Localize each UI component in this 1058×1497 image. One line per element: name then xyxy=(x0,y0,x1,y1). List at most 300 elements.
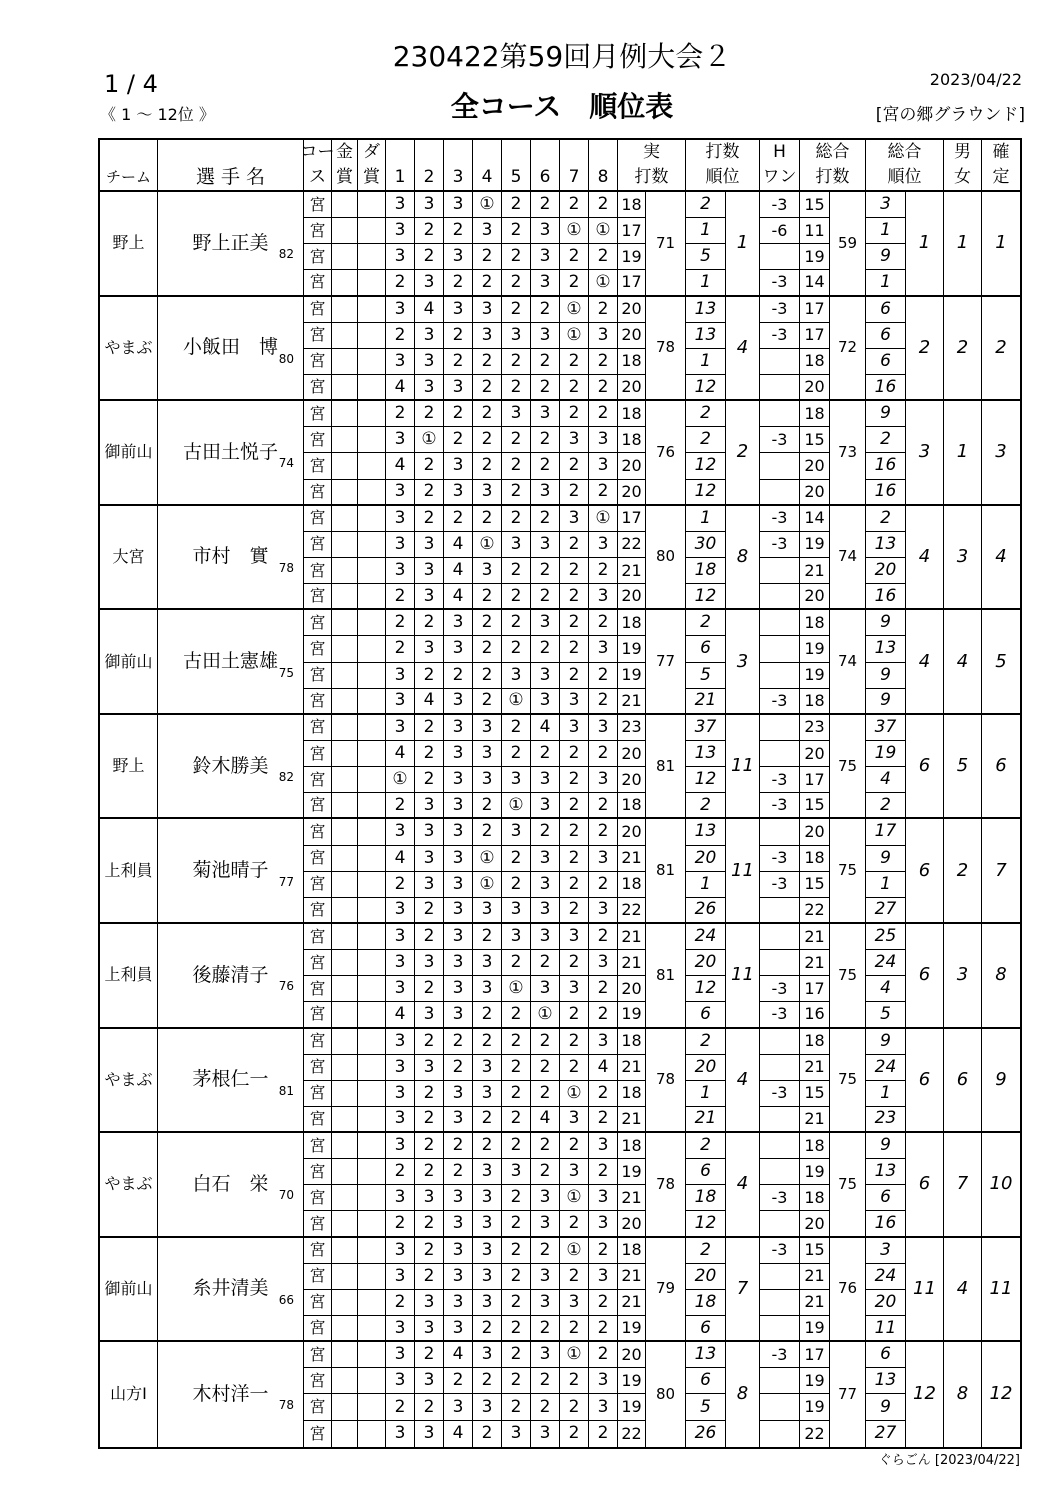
player-age: 82 xyxy=(278,247,294,262)
header-team-top xyxy=(100,140,157,165)
round-strokes: 21 xyxy=(618,846,646,872)
hole-score: 2 xyxy=(589,1421,618,1447)
gold-award-cell xyxy=(332,506,358,532)
hole-score: 2 xyxy=(589,819,618,845)
hole-score: 2 xyxy=(589,1316,618,1342)
hole-score: 3 xyxy=(473,558,502,584)
hole-in-one xyxy=(760,1029,800,1055)
round-net-rank: 9 xyxy=(866,846,906,872)
da-award-cell xyxy=(358,1159,386,1185)
gender-rank: 2 xyxy=(944,297,982,402)
round-strokes-rank: 12 xyxy=(686,453,726,479)
round-strokes: 21 xyxy=(618,1055,646,1081)
round-net-rank: 19 xyxy=(866,741,906,767)
gold-award-cell xyxy=(332,1185,358,1211)
hole-score: 2 xyxy=(531,950,560,976)
course-cell: 宮 xyxy=(304,297,332,323)
course-cell: 宮 xyxy=(304,558,332,584)
round-net-strokes: 18 xyxy=(800,1185,830,1211)
gold-award-cell xyxy=(332,1133,358,1159)
hole-score: 3 xyxy=(444,1394,473,1420)
player-age: 75 xyxy=(278,665,294,680)
hole-score: 2 xyxy=(444,401,473,427)
hole-score: 3 xyxy=(415,349,444,375)
hole-score: 3 xyxy=(386,218,415,244)
hole-score: 2 xyxy=(386,872,415,898)
gold-award-cell xyxy=(332,1107,358,1133)
hole-score: 3 xyxy=(560,1159,589,1185)
hole-score: 3 xyxy=(560,715,589,741)
round-net-strokes: 15 xyxy=(800,1081,830,1107)
hole-score: 2 xyxy=(560,846,589,872)
hole-score: 3 xyxy=(531,1342,560,1368)
round-strokes: 21 xyxy=(618,950,646,976)
hole-score: 2 xyxy=(560,584,589,610)
total-net-strokes: 73 xyxy=(830,401,866,506)
hole-score: 2 xyxy=(502,1185,531,1211)
round-net-strokes: 21 xyxy=(800,950,830,976)
hole-score: 4 xyxy=(386,1002,415,1028)
total-strokes: 80 xyxy=(646,506,686,611)
hole-score: 3 xyxy=(473,1055,502,1081)
hole-score: 3 xyxy=(502,401,531,427)
total-strokes: 77 xyxy=(646,610,686,715)
round-strokes-rank: 2 xyxy=(686,1133,726,1159)
hole-in-one: -3 xyxy=(760,689,800,715)
hole-in-one xyxy=(760,1107,800,1133)
course-cell: 宮 xyxy=(304,480,332,506)
hole-score: 3 xyxy=(531,924,560,950)
header-final xyxy=(982,140,1020,192)
hole-score: 3 xyxy=(386,532,415,558)
course-cell: 宮 xyxy=(304,663,332,689)
hole-score: 2 xyxy=(589,1290,618,1316)
hole-score: 3 xyxy=(589,1211,618,1237)
round-net-rank: 3 xyxy=(866,192,906,218)
hole-score: 3 xyxy=(473,950,502,976)
hole-score: 2 xyxy=(444,323,473,349)
hole-score: 3 xyxy=(415,793,444,819)
da-award-cell xyxy=(358,1081,386,1107)
hole-score: 3 xyxy=(386,1133,415,1159)
round-net-strokes: 17 xyxy=(800,297,830,323)
hole-score: 2 xyxy=(415,244,444,270)
round-strokes-rank: 26 xyxy=(686,1421,726,1447)
header-hole-number: 7 xyxy=(568,167,580,187)
hole-score: 2 xyxy=(502,192,531,218)
final-rank: 5 xyxy=(982,610,1020,715)
da-award-cell xyxy=(358,349,386,375)
course-cell: 宮 xyxy=(304,1159,332,1185)
hole-score: 3 xyxy=(473,1238,502,1264)
total-strokes: 76 xyxy=(646,401,686,506)
hole-score: 3 xyxy=(589,584,618,610)
da-award-cell xyxy=(358,1002,386,1028)
round-net-rank: 16 xyxy=(866,375,906,401)
hole-score: 2 xyxy=(386,1394,415,1420)
round-net-strokes: 15 xyxy=(800,1238,830,1264)
hole-score: 2 xyxy=(502,1107,531,1133)
round-strokes-rank: 5 xyxy=(686,663,726,689)
course-cell: 宮 xyxy=(304,1107,332,1133)
header-hole-3 xyxy=(444,140,473,192)
hole-score: 3 xyxy=(444,898,473,924)
team-name: 御前山 xyxy=(100,610,158,715)
round-strokes-rank: 21 xyxy=(686,1107,726,1133)
hole-score: 2 xyxy=(560,950,589,976)
hole-score: 2 xyxy=(560,819,589,845)
strokes-rank: 11 xyxy=(726,924,760,1029)
hole-score: 2 xyxy=(560,1055,589,1081)
hole-score: 3 xyxy=(415,819,444,845)
round-strokes-rank: 12 xyxy=(686,767,726,793)
header-hole-spacer xyxy=(473,140,501,165)
da-award-cell xyxy=(358,244,386,270)
round-net-strokes: 14 xyxy=(800,270,830,296)
round-net-rank: 9 xyxy=(866,663,906,689)
header-team xyxy=(100,140,158,192)
round-strokes: 18 xyxy=(618,793,646,819)
round-strokes: 21 xyxy=(618,1264,646,1290)
hole-score: 3 xyxy=(415,584,444,610)
hole-score: 3 xyxy=(502,767,531,793)
round-net-rank: 6 xyxy=(866,323,906,349)
round-net-rank: 16 xyxy=(866,453,906,479)
strokes-rank: 7 xyxy=(726,1238,760,1343)
overall-rank: 6 xyxy=(906,924,944,1029)
round-strokes-rank: 1 xyxy=(686,349,726,375)
hole-score: 2 xyxy=(589,793,618,819)
player-name-cell xyxy=(158,1238,304,1343)
round-net-rank: 27 xyxy=(866,1421,906,1447)
hole-score: 2 xyxy=(473,663,502,689)
hole-score: 3 xyxy=(531,898,560,924)
da-award-cell xyxy=(358,1029,386,1055)
header-gold-top: 金 xyxy=(336,142,353,162)
hole-score: 2 xyxy=(560,192,589,218)
player-name-cell xyxy=(158,819,304,924)
round-strokes-rank: 12 xyxy=(686,584,726,610)
round-strokes-rank: 30 xyxy=(686,532,726,558)
course-cell: 宮 xyxy=(304,375,332,401)
gold-award-cell xyxy=(332,1394,358,1420)
round-strokes: 23 xyxy=(618,715,646,741)
hole-score: 2 xyxy=(560,480,589,506)
hole-score: 3 xyxy=(415,532,444,558)
hole-score: 2 xyxy=(560,270,589,296)
da-award-cell xyxy=(358,1107,386,1133)
hole-score: 2 xyxy=(473,453,502,479)
hole-score: 2 xyxy=(560,872,589,898)
header-strokes-rank-top: 打数 xyxy=(705,142,740,162)
total-net-strokes: 75 xyxy=(830,819,866,924)
overall-rank: 4 xyxy=(906,506,944,611)
header-hole-number: 3 xyxy=(452,167,464,187)
hole-score: 3 xyxy=(415,192,444,218)
hole-score: 2 xyxy=(502,244,531,270)
document-title: 230422第59回月例大会２ xyxy=(392,40,732,73)
gold-award-cell xyxy=(332,767,358,793)
round-net-rank: 2 xyxy=(866,793,906,819)
round-net-strokes: 17 xyxy=(800,767,830,793)
course-cell: 宮 xyxy=(304,741,332,767)
hole-in-one: -3 xyxy=(760,427,800,453)
hole-score: 3 xyxy=(531,610,560,636)
overall-rank: 6 xyxy=(906,1133,944,1238)
course-cell: 宮 xyxy=(304,1238,332,1264)
hole-score: 3 xyxy=(444,375,473,401)
round-net-strokes: 18 xyxy=(800,401,830,427)
hole-score: 3 xyxy=(444,1081,473,1107)
gold-award-cell xyxy=(332,297,358,323)
hole-in-one: -3 xyxy=(760,872,800,898)
hole-score: 3 xyxy=(386,1055,415,1081)
hole-score: 3 xyxy=(386,1238,415,1264)
da-award-cell xyxy=(358,610,386,636)
da-award-cell xyxy=(358,192,386,218)
hole-score: 3 xyxy=(531,270,560,296)
hole-score: 3 xyxy=(444,610,473,636)
hole-in-one xyxy=(760,375,800,401)
header-strokes xyxy=(618,140,686,192)
strokes-rank: 11 xyxy=(726,715,760,820)
hole-score: 2 xyxy=(560,1394,589,1420)
course-cell: 宮 xyxy=(304,1185,332,1211)
hole-score: 2 xyxy=(473,819,502,845)
player-name-cell xyxy=(158,924,304,1029)
hole-score: 3 xyxy=(531,1290,560,1316)
header-hole-spacer xyxy=(386,140,414,165)
hole-score: 2 xyxy=(444,1133,473,1159)
hole-score: 2 xyxy=(531,1368,560,1394)
hole-score: 3 xyxy=(531,976,560,1002)
round-net-strokes: 18 xyxy=(800,349,830,375)
hole-score: 2 xyxy=(531,1029,560,1055)
hole-score: 2 xyxy=(589,401,618,427)
hole-in-one xyxy=(760,1159,800,1185)
hole-score: 3 xyxy=(444,453,473,479)
round-net-rank: 2 xyxy=(866,506,906,532)
round-net-rank: 9 xyxy=(866,244,906,270)
gold-award-cell xyxy=(332,715,358,741)
gender-rank: 4 xyxy=(944,1238,982,1343)
player-age: 76 xyxy=(278,979,294,994)
hole-score: 3 xyxy=(589,427,618,453)
header-gender xyxy=(944,140,982,192)
header-net-top: 総合 xyxy=(815,142,850,162)
hole-score: 3 xyxy=(531,480,560,506)
hole-score: 2 xyxy=(502,846,531,872)
hole-score: 2 xyxy=(386,270,415,296)
hole-score: 2 xyxy=(589,375,618,401)
overall-rank: 3 xyxy=(906,401,944,506)
round-strokes-rank: 20 xyxy=(686,846,726,872)
da-award-cell xyxy=(358,1264,386,1290)
gender-rank: 2 xyxy=(944,819,982,924)
course-cell: 宮 xyxy=(304,1316,332,1342)
total-strokes: 80 xyxy=(646,1342,686,1447)
header-hole-number: 1 xyxy=(394,167,406,187)
hole-score: 2 xyxy=(560,793,589,819)
round-strokes: 20 xyxy=(618,375,646,401)
round-net-rank: 9 xyxy=(866,1029,906,1055)
header-hole-1 xyxy=(386,140,415,192)
hole-score: 3 xyxy=(444,1002,473,1028)
hole-score: 2 xyxy=(589,976,618,1002)
hole-score: 2 xyxy=(473,584,502,610)
hole-in-one xyxy=(760,924,800,950)
round-strokes: 21 xyxy=(618,558,646,584)
hole-score: 2 xyxy=(473,349,502,375)
round-net-rank: 3 xyxy=(866,1238,906,1264)
hole-score: 2 xyxy=(502,1002,531,1028)
hole-score: 2 xyxy=(502,1342,531,1368)
hole-score: 3 xyxy=(386,898,415,924)
hole-score: 3 xyxy=(386,1342,415,1368)
player-age: 78 xyxy=(278,560,294,575)
hole-in-one xyxy=(760,1394,800,1420)
header-hole-spacer xyxy=(415,140,443,165)
da-award-cell xyxy=(358,1211,386,1237)
hole-score: 2 xyxy=(473,793,502,819)
hole-score: 2 xyxy=(531,506,560,532)
hole-score: 3 xyxy=(386,1029,415,1055)
total-net-strokes: 75 xyxy=(830,1133,866,1238)
hole-score: 2 xyxy=(473,636,502,662)
hole-score: 3 xyxy=(531,663,560,689)
hole-score: 3 xyxy=(444,819,473,845)
hole-score: 2 xyxy=(415,767,444,793)
final-rank: 12 xyxy=(989,1383,1013,1405)
strokes-rank: 4 xyxy=(726,297,760,402)
hole-in-one xyxy=(760,401,800,427)
hole-score: 2 xyxy=(473,1368,502,1394)
gold-award-cell xyxy=(332,924,358,950)
hole-score: 3 xyxy=(444,1316,473,1342)
hole-score: 3 xyxy=(386,689,415,715)
hole-in-one xyxy=(760,1421,800,1447)
sheet-subtitle: 全コース 順位表 xyxy=(450,90,674,123)
round-strokes-rank: 20 xyxy=(686,1055,726,1081)
round-strokes: 18 xyxy=(618,1081,646,1107)
overall-rank: 1 xyxy=(906,192,944,297)
hole-score: 2 xyxy=(415,1342,444,1368)
course-cell: 宮 xyxy=(304,924,332,950)
player-age: 70 xyxy=(278,1188,294,1203)
hole-score: 2 xyxy=(531,558,560,584)
hole-score: ① xyxy=(589,506,618,532)
hole-score: 2 xyxy=(473,1029,502,1055)
hole-score: 2 xyxy=(473,1107,502,1133)
final-rank: 10 xyxy=(982,1133,1020,1238)
round-net-strokes: 20 xyxy=(800,453,830,479)
team-name: 上利員 xyxy=(100,924,158,1029)
hole-score: ① xyxy=(473,846,502,872)
da-award-cell xyxy=(358,976,386,1002)
hole-score: 2 xyxy=(589,1081,618,1107)
gold-award-cell xyxy=(332,244,358,270)
hole-score: 2 xyxy=(560,401,589,427)
hole-score: ① xyxy=(589,218,618,244)
hole-score: 2 xyxy=(444,1055,473,1081)
da-award-cell xyxy=(358,558,386,584)
hole-score: 2 xyxy=(444,663,473,689)
hole-score: 2 xyxy=(531,427,560,453)
round-strokes: 21 xyxy=(618,1185,646,1211)
hole-score: 3 xyxy=(502,532,531,558)
hole-in-one xyxy=(760,480,800,506)
hole-score: 3 xyxy=(531,323,560,349)
hole-score: 2 xyxy=(415,480,444,506)
hole-score: 2 xyxy=(560,636,589,662)
round-strokes-rank: 20 xyxy=(686,1264,726,1290)
hole-score: 2 xyxy=(502,1238,531,1264)
da-award-cell xyxy=(358,924,386,950)
round-net-rank: 16 xyxy=(866,584,906,610)
hole-score: 2 xyxy=(589,924,618,950)
course-cell: 宮 xyxy=(304,976,332,1002)
hole-score: 2 xyxy=(589,1342,618,1368)
final-rank: 2 xyxy=(982,297,1020,402)
round-strokes: 18 xyxy=(618,1238,646,1264)
hole-score: 2 xyxy=(589,558,618,584)
strokes-rank: 4 xyxy=(726,1029,760,1134)
hole-score: 3 xyxy=(415,375,444,401)
round-strokes-rank: 1 xyxy=(686,1081,726,1107)
gender-rank: 3 xyxy=(944,506,982,611)
hole-score: 3 xyxy=(444,1211,473,1237)
hole-score: 3 xyxy=(415,1421,444,1447)
header-net-rank-bottom: 順位 xyxy=(887,167,922,187)
hole-in-one: -3 xyxy=(760,506,800,532)
hole-score: 2 xyxy=(502,715,531,741)
hole-score: 3 xyxy=(386,192,415,218)
round-net-strokes: 19 xyxy=(800,1159,830,1185)
hole-score: 2 xyxy=(473,924,502,950)
round-net-rank: 17 xyxy=(866,819,906,845)
round-strokes-rank: 13 xyxy=(686,741,726,767)
round-net-rank: 37 xyxy=(866,715,906,741)
round-strokes: 22 xyxy=(618,898,646,924)
player-name: 鈴木勝美 xyxy=(192,754,269,777)
hole-score: 2 xyxy=(444,1159,473,1185)
round-net-rank: 16 xyxy=(866,1211,906,1237)
hole-score: 3 xyxy=(386,558,415,584)
round-strokes: 21 xyxy=(618,1107,646,1133)
round-net-rank: 5 xyxy=(866,1002,906,1028)
course-cell: 宮 xyxy=(304,192,332,218)
hole-score: 4 xyxy=(531,715,560,741)
course-cell: 宮 xyxy=(304,950,332,976)
round-strokes: 20 xyxy=(618,819,646,845)
hole-score: 2 xyxy=(415,1394,444,1420)
round-net-rank: 24 xyxy=(866,1055,906,1081)
hole-score: 2 xyxy=(560,1316,589,1342)
round-net-strokes: 20 xyxy=(800,375,830,401)
hole-in-one xyxy=(760,1368,800,1394)
hole-score: 3 xyxy=(473,1159,502,1185)
gender-rank: 1 xyxy=(944,401,982,506)
gold-award-cell xyxy=(332,453,358,479)
hole-score: 2 xyxy=(502,1394,531,1420)
round-net-rank: 1 xyxy=(866,872,906,898)
da-award-cell xyxy=(358,636,386,662)
header-net-rank-top: 総合 xyxy=(887,142,922,162)
course-cell: 宮 xyxy=(304,506,332,532)
player-name: 後藤清子 xyxy=(192,963,269,986)
hole-score: 3 xyxy=(502,924,531,950)
round-net-rank: 24 xyxy=(866,1264,906,1290)
